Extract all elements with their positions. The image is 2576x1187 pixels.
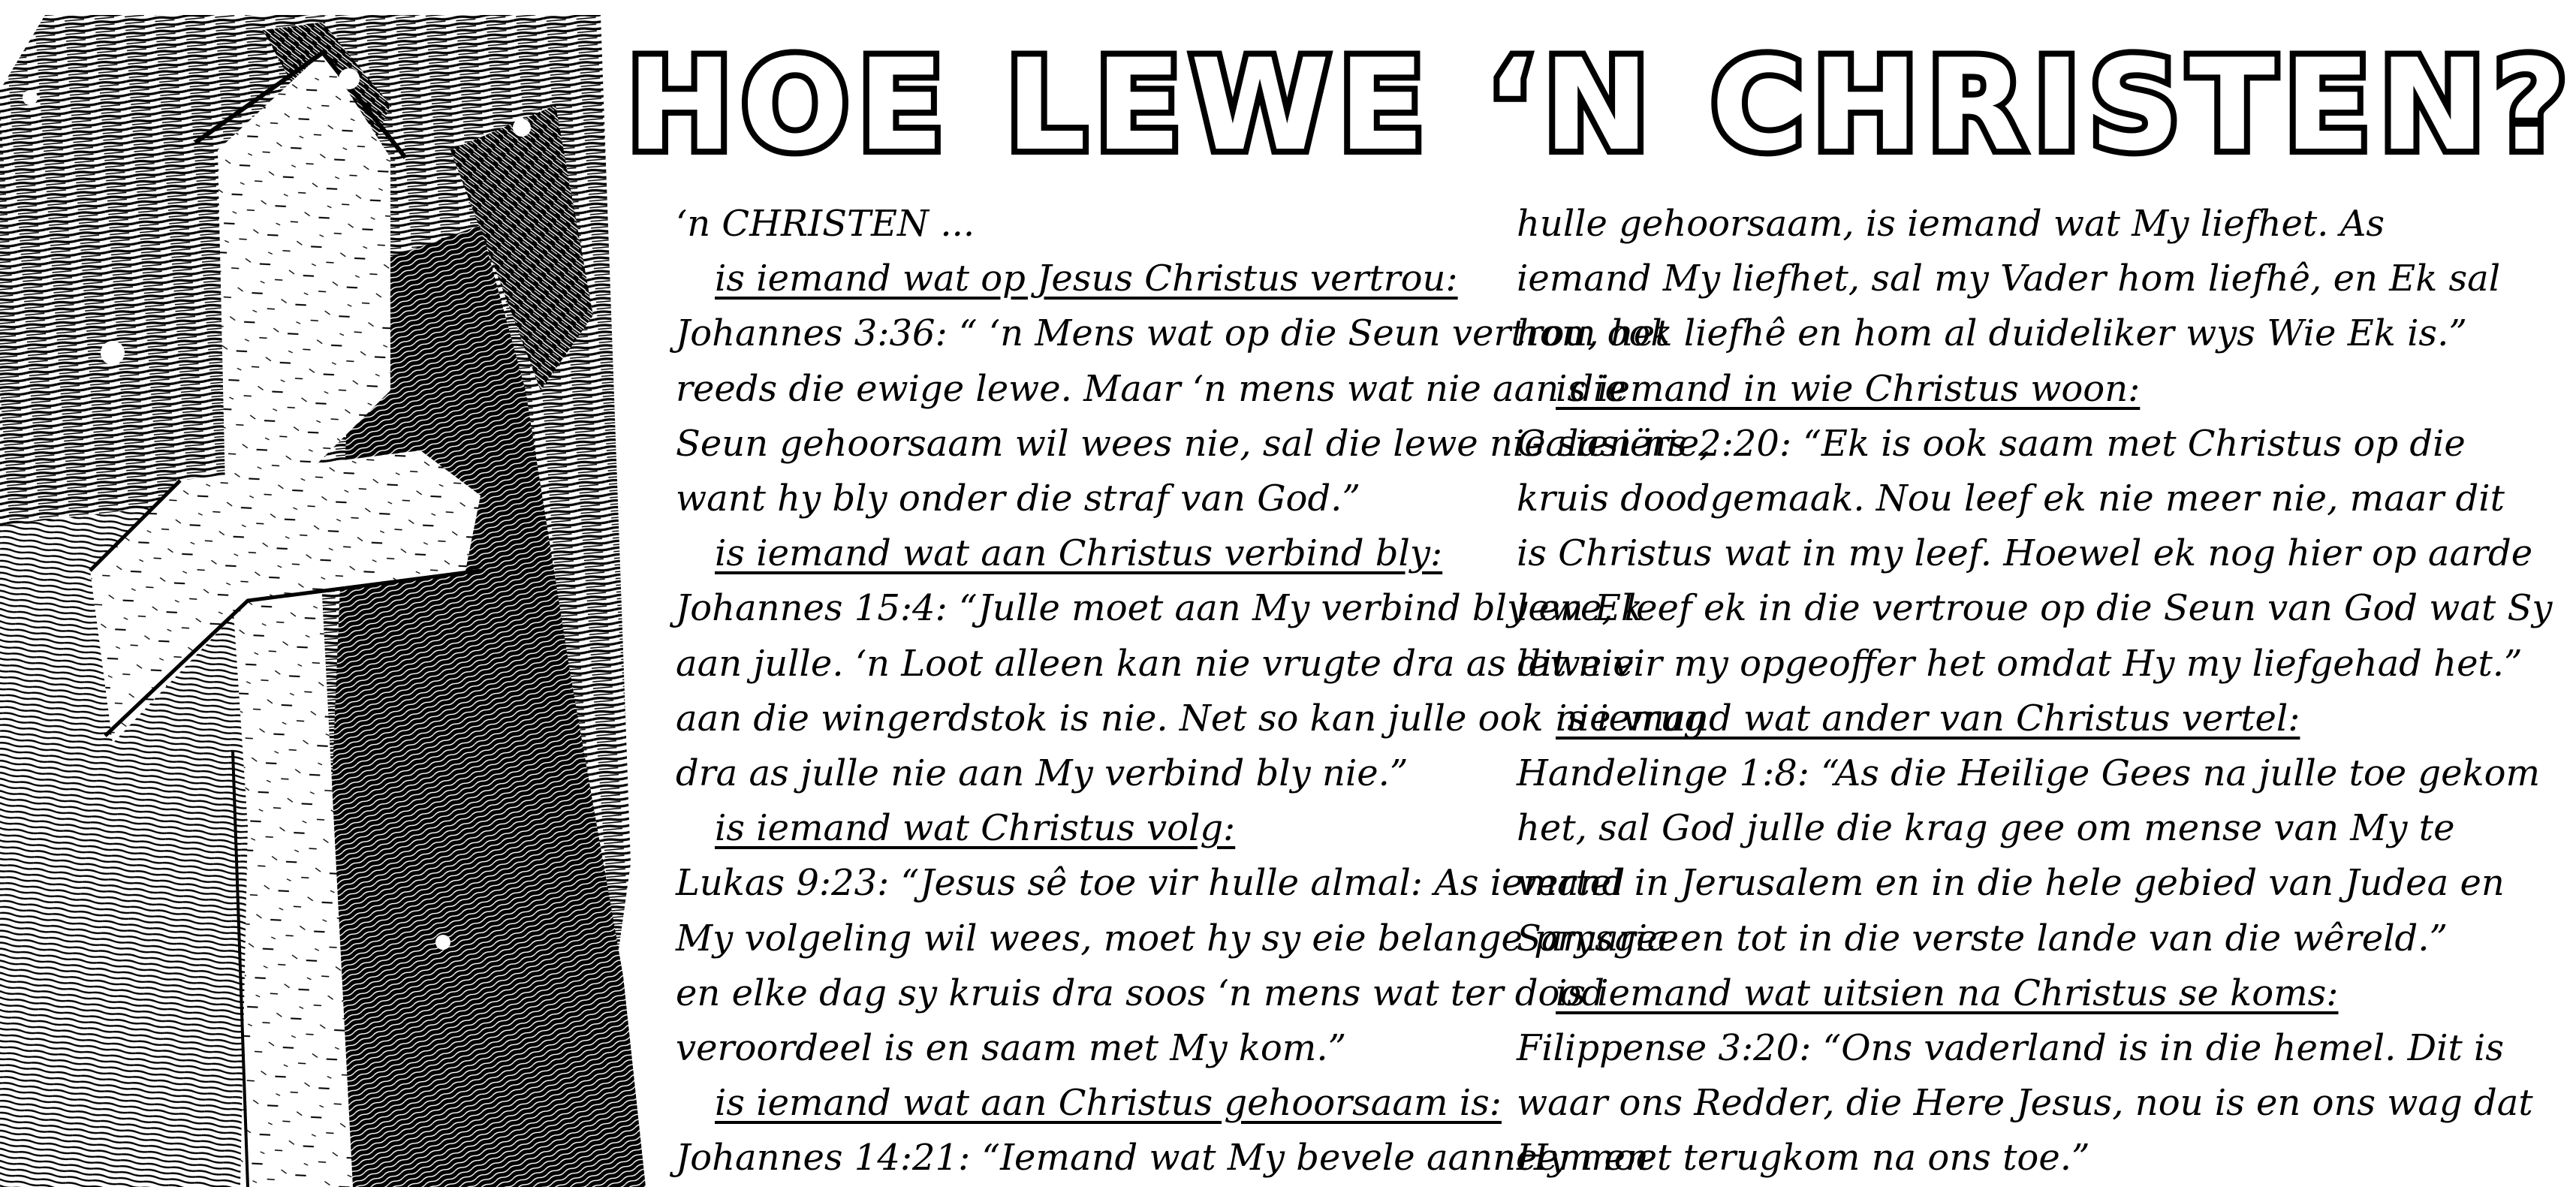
scripture-line: want hy bly onder die straf van God.” [676,478,1360,520]
scripture-line: en elke dag sy kruis dra soos ‘n mens wat ter dood [676,972,1605,1014]
scripture-line: reeds die ewige lewe. Maar ‘n mens wat nie aan die [676,367,1626,410]
scripture-line: Lukas 9:23: “Jesus sê toe vir hulle almal: As iemand [676,862,1625,905]
section-heading: is iemand wat aan Christus verbind bly: [715,532,1443,575]
scripture-line: aan die wingerdstok is nie. Net so kan julle ook nie vrug [676,697,1707,740]
section-heading: is iemand wat aan Christus gehoorsaam is: [715,1082,1502,1125]
scripture-line: veroordeel is en saam met My kom.” [676,1027,1347,1070]
scripture-line: My volgeling wil wees, moet hy sy eie belange prysgee [676,917,1680,960]
scripture-line: Johannes 3:36: “ ‘n Mens wat op die Seun vertrou, het [676,312,1670,355]
scripture-line: Filippense 3:20: “Ons vaderland is in die hemel. Dit is [1517,1027,2505,1070]
scripture-line: Samaria en tot in die verste lande van die wêreld.” [1517,917,2448,960]
section-heading: is iemand wat ander van Christus vertel: [1556,697,2300,740]
text-column-left [676,197,1711,1186]
section-heading: is iemand wat uitsien na Christus se koms: [1556,972,2339,1014]
section-heading: is iemand in wie Christus woon: [1556,367,2141,410]
scripture-line: hulle gehoorsaam, is iemand wat My liefhet. As [1517,203,2385,245]
scripture-line: is Christus wat in my leef. Hoewel ek nog hier op aarde [1517,532,2533,575]
scripture-line: iemand My liefhet, sal my Vader hom liefhê, en Ek sal [1517,258,2501,300]
scripture-line: het, sal God julle die krag gee om mense van My te [1517,807,2455,850]
scripture-line: lewe, leef ek in die vertroue op die Seun van God wat Sy [1517,587,2553,630]
intro-text: ‘n CHRISTEN ... [676,203,975,245]
scripture-line: dra as julle nie aan My verbind bly nie.” [676,752,1409,795]
section-heading: is iemand wat op Jesus Christus vertrou: [715,258,1458,300]
scripture-line: Johannes 14:21: “Iemand wat My bevele aanneem en [676,1137,1649,1179]
scripture-line: Seun gehoorsaam wil wees nie, sal die lewe nie sien nie, [676,422,1711,465]
page-title: HOE LEWE ‘N CHRISTEN? [627,32,2576,179]
scripture-line: Johannes 15:4: “Julle moet aan My verbind bly en Ek [676,587,1644,630]
section-heading: is iemand wat Christus volg: [715,807,1236,850]
scripture-line: kruis doodgemaak. Nou leef ek nie meer nie, maar dit [1517,478,2505,520]
scripture-line: hom ook liefhê en hom al duideliker wys Wie Ek is.” [1517,312,2467,355]
text-column-right [1517,197,2553,1186]
scripture-line: aan julle. ‘n Loot alleen kan nie vrugte dra as dit nie [676,642,1634,685]
scripture-line: Hy moet terugkom na ons toe.” [1517,1137,2090,1179]
scripture-line: Galasiërs 2:20: “Ek is ook saam met Christus op die [1517,422,2466,465]
scripture-line: vertel in Jerusalem en in die hele gebied van Judea en [1517,862,2505,905]
scripture-line: Handelinge 1:8: “As die Heilige Gees na julle toe gekom [1517,752,2541,795]
cross-illustration [0,0,653,1187]
scripture-line: lewe vir my opgeoffer het omdat Hy my liefgehad het.” [1517,642,2523,685]
scripture-line: waar ons Redder, die Here Jesus, nou is en ons wag dat [1517,1082,2533,1125]
